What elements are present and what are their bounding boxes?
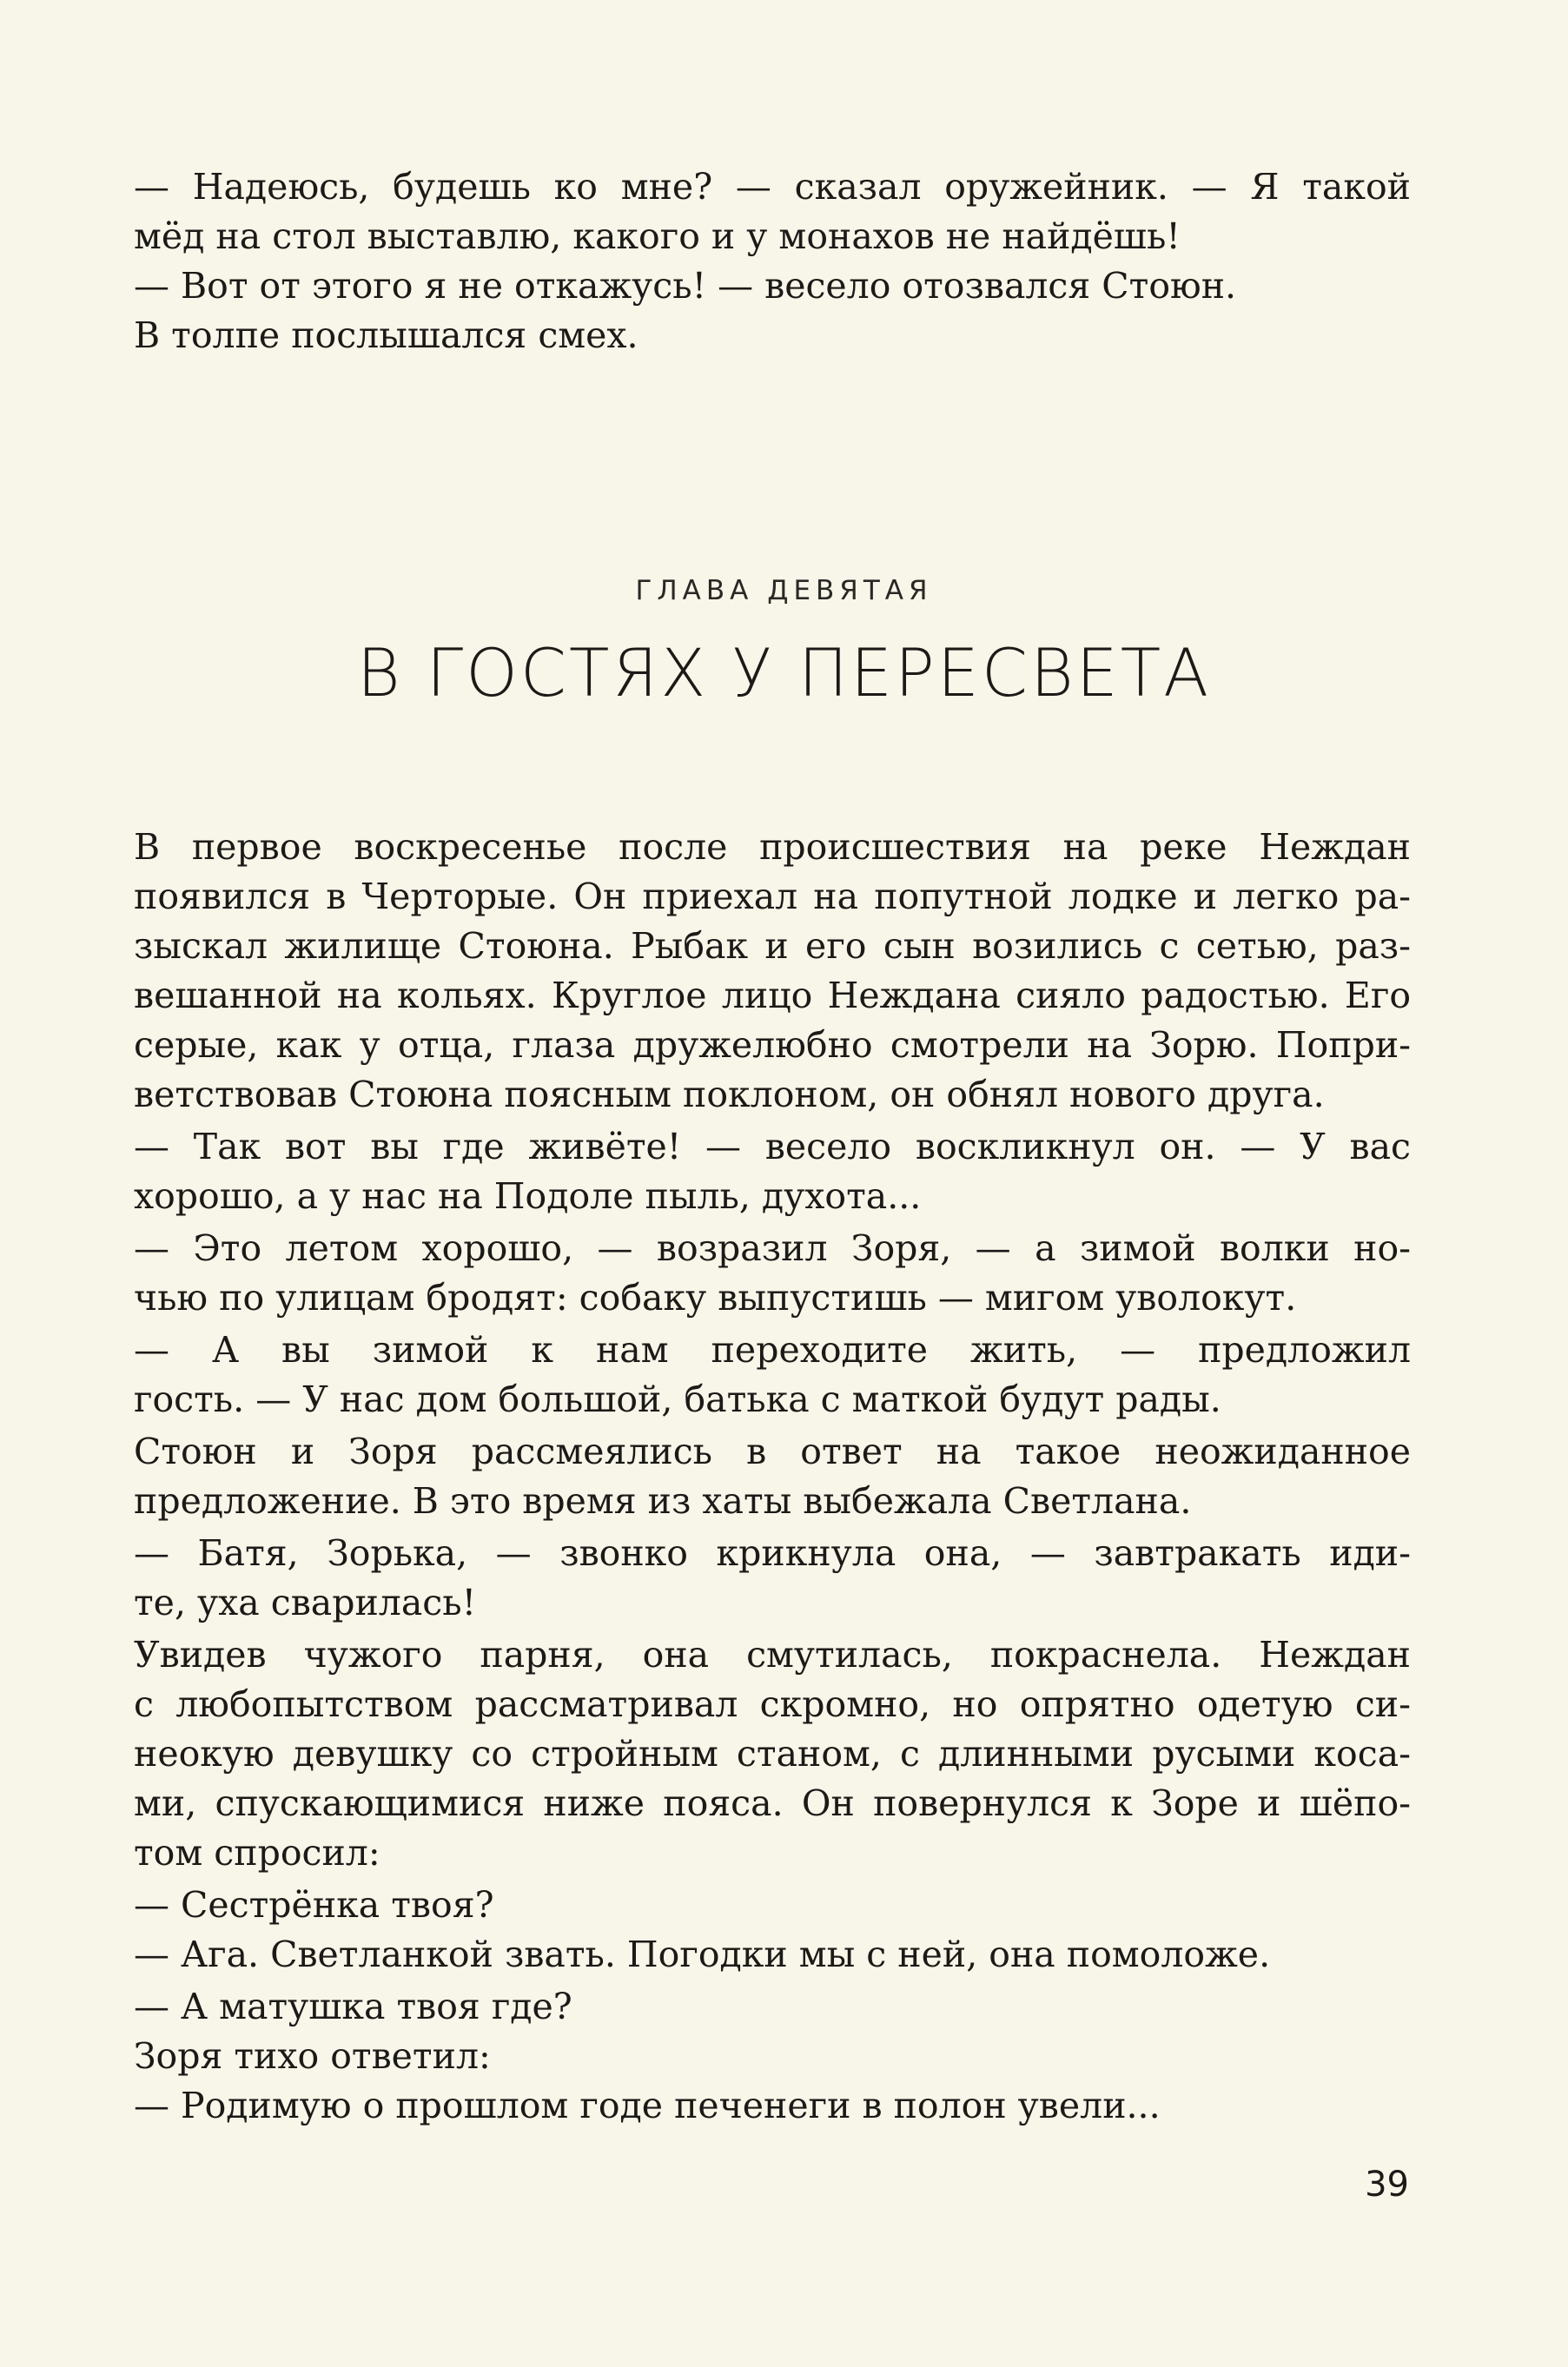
text-line: зыскал жилище Стоюна. Рыбак и его сын возились с сетью, раз- [134,925,1411,967]
text-line: — Так вот вы где живёте! — весело воскликнул он. — У вас [134,1126,1411,1167]
text-line: появился в Черторые. Он приехал на попутной лодке и легко ра- [134,876,1411,917]
text-line: том спросил: [134,1832,380,1874]
text-line: — Надеюсь, будешь ко мне? — сказал оружейник. — Я такой [134,166,1411,208]
chapter-title: В ГОСТЯХ У ПЕРЕСВЕТА [356,634,1212,711]
text-line: — Родимую о прошлом годе печенеги в полон увели... [134,2085,1161,2126]
text-line: хорошо, а у нас на Подоле пыль, духота... [134,1175,922,1217]
text-line: В толпе послышался смех. [134,314,638,356]
text-line: — Сестрёнка твоя? [134,1884,494,1926]
text-line: с любопытством рассматривал скромно, но опрятно одетую си- [134,1683,1411,1725]
text-line: — Батя, Зорька, — звонко крикнула она, — завтракать иди- [134,1532,1411,1574]
text-line: ми, спускающимися ниже пояса. Он повернулся к Зоре и шёпо- [134,1782,1411,1824]
text-line: — А матушка твоя где? [134,1986,572,2027]
text-line: — Вот от этого я не откажусь! — весело отозвался Стоюн. [134,265,1237,307]
text-line: Увидев чужого парня, она смутилась, покраснела. Неждан [134,1634,1411,1676]
text-line: те, уха сварилась! [134,1582,477,1623]
text-line: ветствовав Стоюна поясным поклоном, он обнял нового друга. [134,1074,1325,1115]
text-line: гость. — У нас дом большой, батька с маткой будут рады. [134,1379,1221,1420]
chapter-label: ГЛАВА ДЕВЯТАЯ [635,575,933,606]
text-line: вешанной на кольях. Круглое лицо Неждана сияло радостью. Его [134,975,1411,1016]
text-line: — Ага. Светланкой звать. Погодки мы с ней, она помоложе. [134,1934,1271,1975]
text-line: — А вы зимой к нам переходите жить, — предложил [134,1329,1411,1371]
text-line: предложение. В это время из хаты выбежала Светлана. [134,1480,1192,1522]
text-line: мёд на стол выставлю, какого и у монахов не найдёшь! [134,215,1181,257]
page-number: 39 [1365,2165,1409,2205]
text-line: В первое воскресенье после происшествия на реке Неждан [134,826,1411,868]
text-line: Зоря тихо ответил: [134,2035,491,2077]
text-line: — Это летом хорошо, — возразил Зоря, — а зимой волки но- [134,1227,1411,1269]
text-line: чью по улицам бродят: собаку выпустишь — мигом уволокут. [134,1277,1297,1319]
text-line: неокую девушку со стройным станом, с длинными русыми коса- [134,1733,1411,1775]
text-line: Стоюн и Зоря рассмеялись в ответ на такое неожиданное [134,1431,1411,1472]
text-line: серые, как у отца, глаза дружелюбно смотрели на Зорю. Попри- [134,1024,1411,1066]
